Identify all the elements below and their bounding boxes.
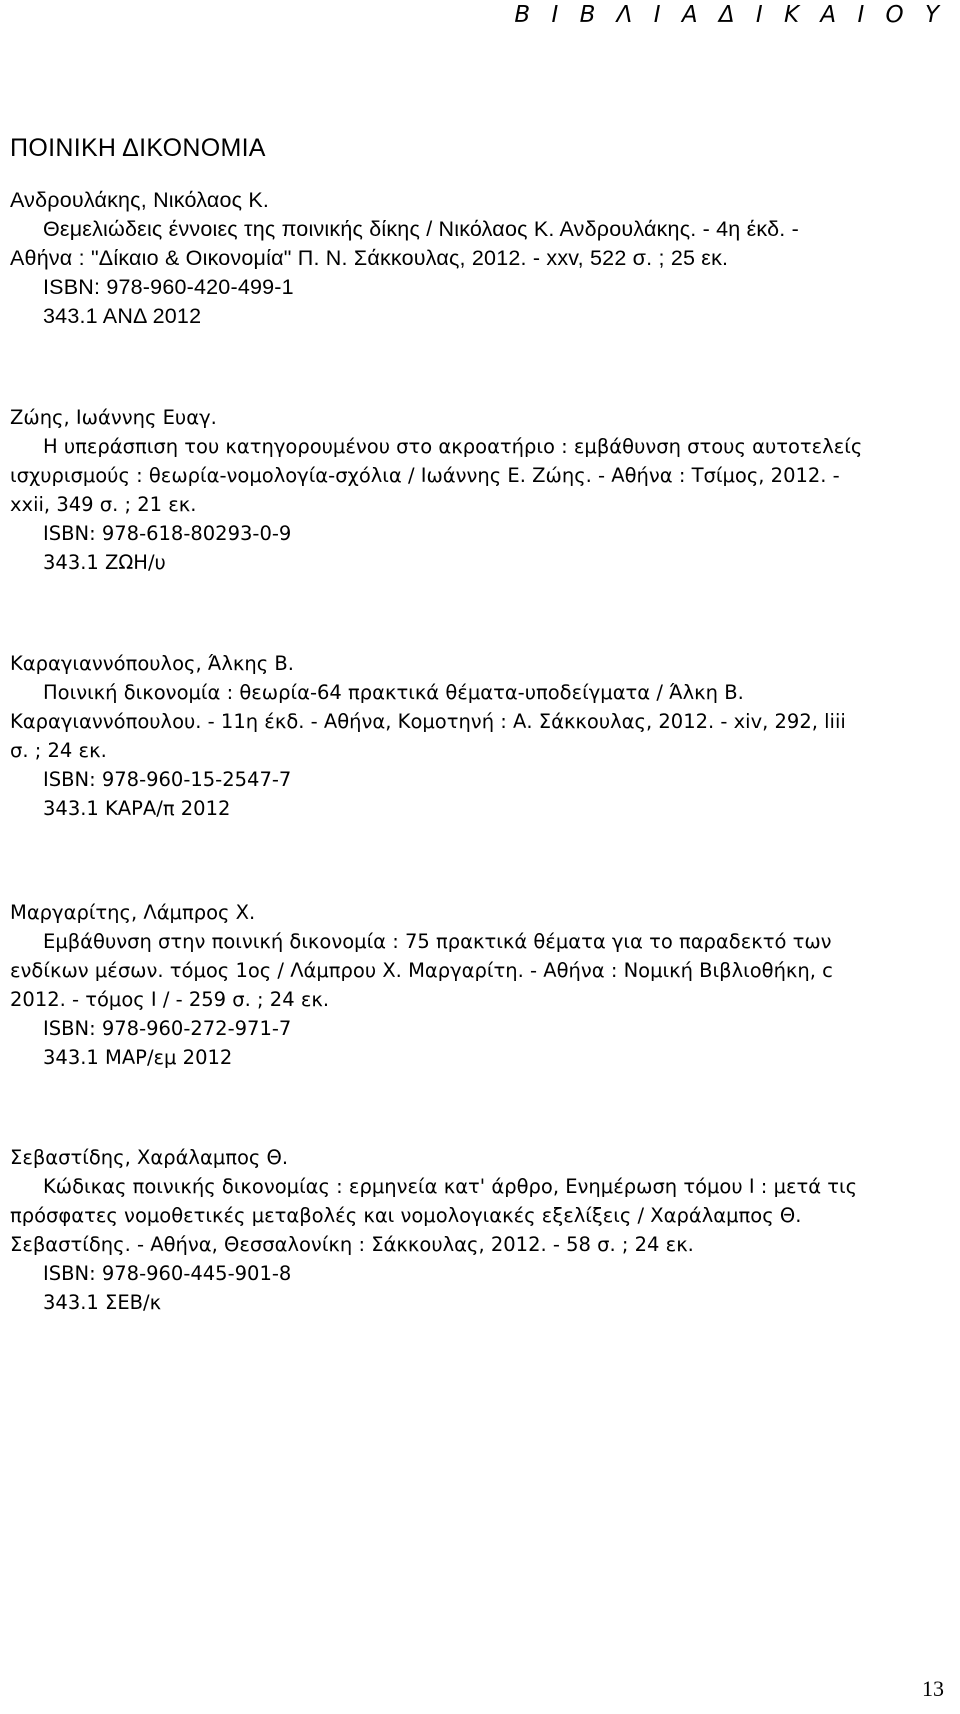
entry-call-number: 343.1 ΖΩΗ/υ (43, 551, 166, 574)
catalog-entry (10, 403, 945, 577)
entry-call-number: 343.1 ΜΑΡ/εμ 2012 (43, 1046, 233, 1069)
entry-description-line: ισχυρισμούς : θεωρία-νομολογία-σχόλια / Ιωάννης Ε. Ζώης. - Αθήνα : Τσίμος, 2012. - (10, 464, 840, 487)
entry-description-line: Σεβαστίδης. - Αθήνα, Θεσσαλονίκη : Σάκκουλας, 2012. - 58 σ. ; 24 εκ. (10, 1233, 694, 1256)
entry-title-line: Η υπεράσπιση του κατηγορουμένου στο ακροατήριο : εμβάθυνση στους αυτοτελείς (43, 435, 863, 458)
entry-author: Καραγιαννόπουλος, Άλκης Β. (10, 652, 294, 675)
section-title: ΠΟΙΝΙΚΗ ΔΙΚΟΝΟΜΙΑ (10, 134, 266, 162)
catalog-entry (10, 1143, 945, 1317)
entry-title-line: Ποινική δικονομία : θεωρία-64 πρακτικά θέματα-υποδείγματα / Άλκη Β. (43, 681, 744, 704)
entry-description-line: Καραγιαννόπουλου. - 11η έκδ. - Αθήνα, Κομοτηνή : Α. Σάκκουλας, 2012. - xiv, 292, liii (10, 710, 846, 733)
entry-author: Ανδρουλάκης, Νικόλαος Κ. (10, 188, 270, 212)
catalog-entry (10, 898, 945, 1072)
catalog-entry (10, 186, 945, 331)
entry-title-line: Εμβάθυνση στην ποινική δικονομία : 75 πρακτικά θέματα για το παραδεκτό των (43, 930, 832, 953)
entry-call-number: 343.1 ΣΕΒ/κ (43, 1291, 162, 1314)
entry-title-line: Κώδικας ποινικής δικονομίας : ερμηνεία κατ' άρθρο, Ενημέρωση τόμου Ι : μετά τις (43, 1175, 858, 1198)
page-number: 13 (922, 1676, 944, 1701)
entry-isbn: ISBN: 978-960-445-901-8 (43, 1262, 292, 1285)
entry-title-line: Θεμελιώδεις έννοιες της ποινικής δίκης / Νικόλαος Κ. Ανδρουλάκης. - 4η έκδ. - (43, 217, 799, 241)
entry-isbn: ISBN: 978-618-80293-0-9 (43, 522, 292, 545)
entry-description-line: Αθήνα : "Δίκαιο & Οικονομία" Π. Ν. Σάκκουλας, 2012. - xxv, 522 σ. ; 25 εκ. (10, 246, 729, 270)
entry-description-line: xxii, 349 σ. ; 21 εκ. (10, 493, 197, 516)
entry-description-line: 2012. - τόμος Ι / - 259 σ. ; 24 εκ. (10, 988, 330, 1011)
catalog-entry (10, 649, 945, 823)
entry-isbn: ISBN: 978-960-15-2547-7 (43, 768, 292, 791)
entry-author: Μαργαρίτης, Λάμπρος Χ. (10, 901, 256, 924)
entry-description-line: σ. ; 24 εκ. (10, 739, 107, 762)
entry-description-line: πρόσφατες νομοθετικές μεταβολές και νομολογιακές εξελίξεις / Χαράλαμπος Θ. (10, 1204, 802, 1227)
entry-isbn: ISBN: 978-960-420-499-1 (43, 275, 294, 299)
entry-isbn: ISBN: 978-960-272-971-7 (43, 1017, 292, 1040)
running-header: Β Ι Β Λ Ι Α Δ Ι Κ Α Ι Ο Υ (514, 2, 946, 28)
entry-description-line: ενδίκων μέσων. τόμος 1ος / Λάμπρου Χ. Μαργαρίτη. - Αθήνα : Νομική Βιβλιοθήκη, c (10, 959, 833, 982)
entry-author: Ζώης, Ιωάννης Ευαγ. (10, 406, 217, 429)
entry-author: Σεβαστίδης, Χαράλαμπος Θ. (10, 1146, 289, 1169)
entry-call-number: 343.1 ΑΝΔ 2012 (43, 304, 202, 328)
entry-call-number: 343.1 ΚΑΡΑ/π 2012 (43, 797, 231, 820)
